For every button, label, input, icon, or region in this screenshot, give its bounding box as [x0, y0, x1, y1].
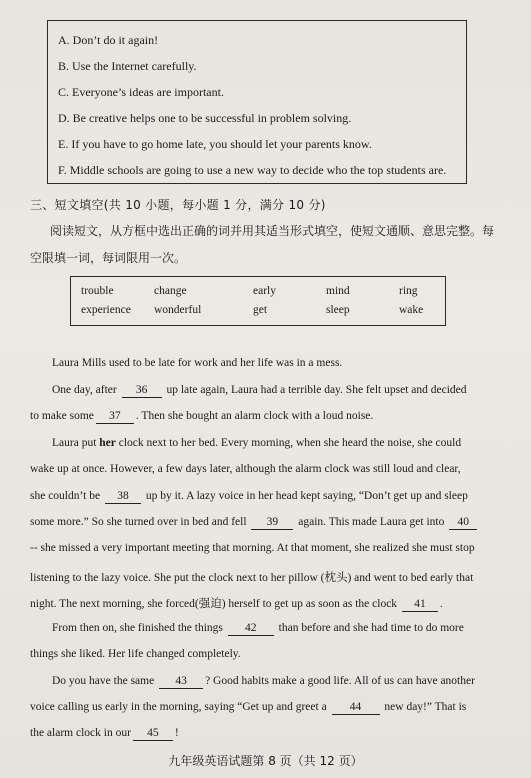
text-run: ! [174, 727, 179, 739]
blank-45[interactable]: 45 [133, 727, 173, 741]
blank-43[interactable]: 43 [159, 675, 203, 689]
text-run: the alarm clock in our [30, 727, 131, 739]
text-run: From then on, she finished the things [52, 622, 223, 634]
passage-line: -- she missed a very important meeting that morning. At that moment, she realized she must stop [30, 542, 475, 554]
blank-40[interactable]: 40 [449, 516, 477, 530]
page-footer: 九年级英语试题第 8 页（共 12 页） [168, 754, 363, 768]
text-run: clock next to her bed. Every morning, when she heard the noise, she could [118, 437, 462, 449]
blank-41[interactable]: 41 [402, 598, 438, 612]
word-bank-item: trouble [81, 285, 114, 297]
text-run: night. The next morning, she forced(强迫) herself to get up as soon as the clock [30, 598, 398, 610]
word-bank-item: get [253, 304, 268, 316]
word-bank-item: early [253, 285, 276, 297]
option-e: E. If you have to go home late, you should let your parents know. [58, 137, 372, 151]
text-run: . Then she bought an alarm clock with a loud noise. [135, 410, 374, 422]
passage-line: things she liked. Her life changed completely. [30, 648, 241, 660]
blank-42[interactable]: 42 [228, 622, 274, 636]
word-bank-item: mind [326, 285, 350, 297]
passage-line [30, 516, 479, 530]
passage-line [30, 490, 468, 504]
passage-line: wake up at once. However, a few days later, although the alarm clock was still loud and clear, [30, 463, 461, 475]
text-run: again. This made Laura get into [298, 516, 445, 528]
text-run: new day!” That is [384, 701, 467, 713]
passage-line [30, 595, 443, 612]
passage-line: Laura Mills used to be late for work and her life was in a mess. [52, 357, 343, 369]
passage-line: listening to the lazy voice. She put the clock next to her pillow (枕头) and went to bed early that [30, 572, 474, 584]
passage-line [30, 410, 373, 424]
option-b: B. Use the Internet carefully. [58, 59, 197, 73]
options-box [47, 20, 467, 184]
word-bank [70, 276, 446, 326]
section-heading: 三、短文填空(共 10 小题，每小题 1 分，满分 10 分) [30, 198, 326, 212]
instruction-line-2: 空限填一词，每词限用一次。 [30, 251, 187, 265]
word-bank-item: ring [399, 285, 418, 297]
text-run: some more.” So she turned over in bed and fell [30, 516, 247, 528]
option-c: C. Everyone’s ideas are important. [58, 85, 224, 99]
passage-line [30, 701, 466, 715]
passage-line [52, 622, 464, 636]
passage-line [52, 675, 475, 689]
text-run: ? Good habits make a good life. All of us can have another [205, 675, 475, 687]
bold-word: her [99, 437, 116, 449]
passage-line [52, 384, 467, 398]
passage-line [52, 437, 461, 449]
text-run: up late again, Laura had a terrible day. She felt upset and decided [166, 384, 467, 396]
text-run: than before and she had time to do more [278, 622, 464, 634]
passage-line [30, 727, 179, 741]
word-bank-item: wake [399, 304, 424, 316]
blank-37[interactable]: 37 [96, 410, 134, 424]
option-a: A. Don’t do it again! [58, 33, 159, 47]
text-run: up by it. A lazy voice in her head kept saying, “Don’t get up and sleep [145, 490, 468, 502]
blank-39[interactable]: 39 [251, 516, 293, 530]
blank-36[interactable]: 36 [122, 384, 162, 398]
text-run: Laura put [52, 437, 97, 449]
word-bank-item: wonderful [154, 304, 202, 316]
option-f: F. Middle schools are going to use a new way to decide who the top students are. [58, 163, 447, 177]
word-bank-item: change [154, 285, 187, 297]
instruction-line-1: 阅读短文，从方框中选出正确的词并用其适当形式填空，使短文通顺、意思完整。每 [50, 224, 495, 238]
text-run: . [439, 598, 443, 610]
blank-44[interactable]: 44 [332, 701, 380, 715]
word-bank-item: experience [81, 304, 131, 316]
blank-38[interactable]: 38 [105, 490, 141, 504]
option-d: D. Be creative helps one to be successful in problem solving. [58, 111, 352, 125]
text-run: One day, after [52, 384, 117, 396]
text-run: to make some [30, 410, 94, 422]
text-run: Do you have the same [52, 675, 155, 687]
text-run: she couldn’t be [30, 490, 101, 502]
text-run: voice calling us early in the morning, saying “Get up and greet a [30, 701, 327, 713]
word-bank-item: sleep [326, 304, 350, 316]
